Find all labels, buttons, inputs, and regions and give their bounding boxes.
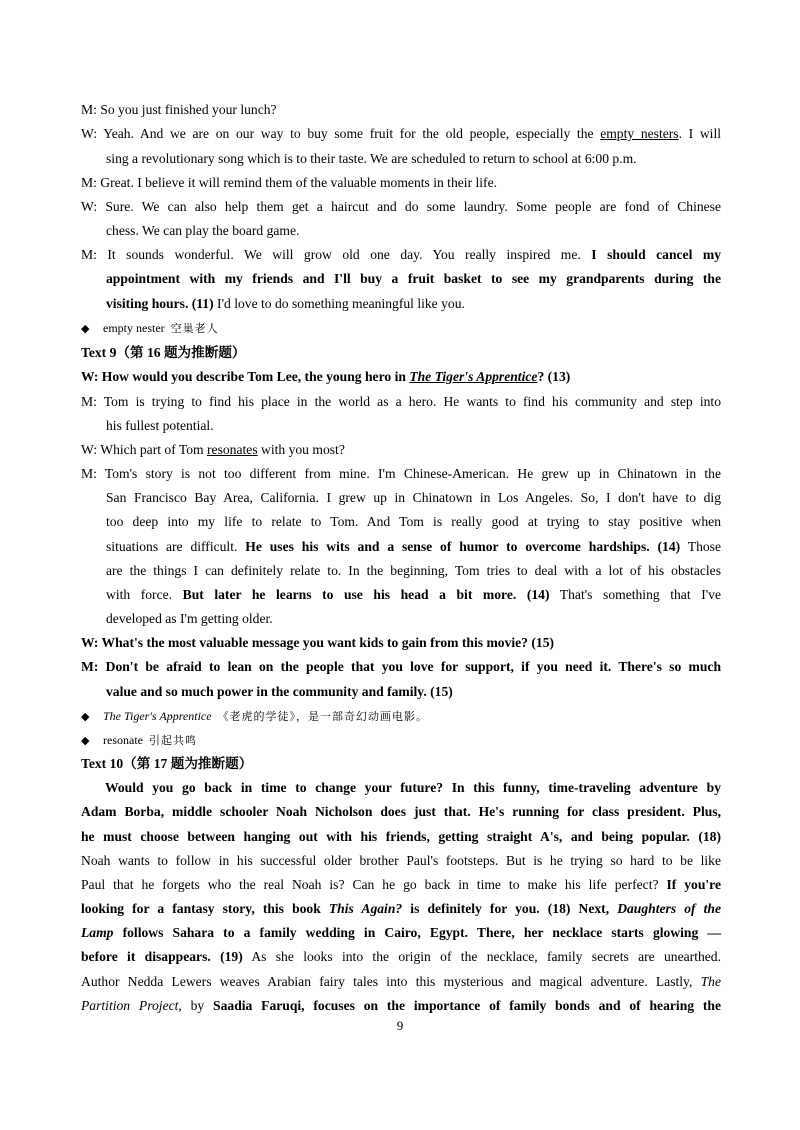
text-run: Author Nedda Lewers weaves Arabian fairy tales into this mysterious and magical adventure. Lastly, bbox=[81, 974, 701, 989]
text-run: M: Tom's story is not too different from mine. I'm Chinese-American. He grew up in Chinatown in the bbox=[81, 466, 721, 481]
paragraph-line bbox=[81, 803, 721, 821]
diamond-bullet-icon: ◆ bbox=[81, 735, 90, 747]
book-title: Lamp bbox=[81, 925, 114, 940]
dialogue-line bbox=[106, 562, 721, 580]
paragraph-line bbox=[81, 876, 721, 894]
paragraph-line bbox=[81, 900, 721, 918]
dialogue-line bbox=[106, 610, 721, 628]
text-run: That's something that I've bbox=[549, 587, 721, 602]
text-run: I'd love to do something meaningful like you. bbox=[213, 296, 465, 311]
text-run: sing a revolutionary song which is to their taste. We are scheduled to return to school at 6:00 p.m. bbox=[106, 151, 637, 166]
note-gloss: 空巢老人 bbox=[170, 322, 219, 335]
text-run: As she looks into the origin of the necklace, family secrets are unearthed. bbox=[242, 949, 721, 964]
bold-run: ? (13) bbox=[537, 369, 571, 384]
text-run: M: Great. I believe it will remind them of the valuable moments in their life. bbox=[81, 175, 498, 190]
bold-run: looking for a fantasy story, this book bbox=[81, 901, 329, 916]
paragraph-line bbox=[81, 852, 721, 870]
text-run: W: Which part of Tom bbox=[81, 442, 208, 457]
dialogue-line bbox=[81, 634, 721, 652]
bold-run: is definitely for you. (18) bbox=[402, 901, 571, 916]
text-run: W: Sure. We can also help them get a haircut and do some laundry. Some people are fond of Chinese bbox=[81, 199, 721, 214]
book-title: This Again? bbox=[328, 901, 403, 916]
bold-run: Saadia Faruqi, focuses on the importance of family bonds and of hearing the bbox=[213, 998, 721, 1013]
text-run: too deep into my life to relate to Tom. And Tom is really good at trying to stay positive when bbox=[106, 514, 721, 529]
note-gloss: 《老虎的学徒》，是一部奇幻动画电影。 bbox=[217, 710, 429, 723]
text-run: with you most? bbox=[257, 442, 345, 457]
text-run: . I will bbox=[678, 126, 721, 141]
bold-run: M: Don't be afraid to lean on the people that you love for support, if you need it. There's so much bbox=[81, 659, 721, 674]
dialogue-line bbox=[81, 465, 721, 483]
movie-title: The Tiger's Apprentice bbox=[409, 369, 538, 384]
underlined-term: empty nesters bbox=[600, 126, 679, 141]
bold-run: follows Sahara to a family wedding in Cairo, Egypt. There, her necklace starts glowing — bbox=[113, 925, 721, 940]
paragraph-line bbox=[81, 924, 721, 942]
page-number: 9 bbox=[396, 1018, 404, 1033]
vocab-note bbox=[81, 732, 197, 749]
dialogue-line bbox=[81, 246, 721, 264]
text-run: Paul that he forgets who the real Noah is? Can he go back in time to make his life perfect? bbox=[81, 877, 659, 892]
dialogue-line bbox=[81, 368, 721, 386]
dialogue-line bbox=[81, 174, 721, 192]
bold-run: W: What's the most valuable message you want kids to gain from this movie? (15) bbox=[81, 635, 555, 650]
text-run: his fullest potential. bbox=[106, 418, 214, 433]
paragraph-line bbox=[81, 948, 721, 966]
dialogue-line bbox=[81, 441, 721, 459]
dialogue-line bbox=[106, 489, 721, 507]
note-term: resonate bbox=[103, 733, 143, 747]
text-run: M: It sounds wonderful. We will grow old one day. You really inspired me. bbox=[81, 247, 592, 262]
dialogue-line bbox=[106, 150, 721, 168]
dialogue-line bbox=[81, 125, 721, 143]
paragraph-line bbox=[81, 997, 721, 1015]
dialogue-line bbox=[106, 538, 721, 556]
text-run: W: Yeah. And we are on our way to buy some fruit for the old people, especially the bbox=[81, 126, 601, 141]
text-run: developed as I'm getting older. bbox=[106, 611, 273, 626]
bold-run: he must choose between hanging out with his friends, getting straight A's, and being popular. (18) bbox=[81, 829, 721, 844]
bold-run: If you're bbox=[658, 877, 721, 892]
paragraph-line bbox=[81, 828, 721, 846]
diamond-bullet-icon: ◆ bbox=[81, 323, 90, 335]
book-title: The bbox=[700, 974, 721, 989]
text-run: Noah wants to follow in his successful older brother Paul's footsteps. But is he trying so hard to be like bbox=[81, 853, 721, 868]
text-run: with force. bbox=[106, 587, 183, 602]
text-run: M: Tom is trying to find his place in the world as a hero. He wants to find his community and step into bbox=[81, 394, 721, 409]
dialogue-line bbox=[81, 393, 721, 411]
dialogue-line bbox=[106, 222, 721, 240]
bold-run: Next, bbox=[570, 901, 618, 916]
text-run: situations are difficult. bbox=[106, 539, 246, 554]
book-title: Daughters of the bbox=[617, 901, 721, 916]
bold-run: appointment with my friends and I'll buy a fruit basket to see my grandparents during the bbox=[106, 271, 721, 286]
heading-text: Text 10（第 17 题为推断题） bbox=[81, 756, 253, 771]
paragraph-line bbox=[81, 973, 721, 991]
dialogue-line bbox=[106, 586, 721, 604]
text-run: M: So you just finished your lunch? bbox=[81, 102, 277, 117]
dialogue-line bbox=[106, 295, 721, 313]
dialogue-line bbox=[81, 658, 721, 676]
bold-run: I should cancel my bbox=[591, 247, 721, 262]
dialogue-line bbox=[81, 101, 721, 119]
dialogue-line bbox=[81, 198, 721, 216]
section-heading bbox=[81, 344, 721, 362]
bold-run: value and so much power in the community and family. (15) bbox=[106, 684, 453, 699]
text-run: San Francisco Bay Area, California. I grew up in Chinatown in Los Angeles. So, I don't have to dig bbox=[106, 490, 721, 505]
paragraph-line bbox=[105, 779, 721, 797]
bold-run: W: How would you describe Tom Lee, the young hero in bbox=[81, 369, 410, 384]
dialogue-line bbox=[106, 270, 721, 288]
note-gloss: 引起共鸣 bbox=[148, 734, 197, 747]
note-term: empty nester bbox=[103, 321, 165, 335]
bold-run: visiting hours. (11) bbox=[106, 296, 214, 311]
bold-run: before it disappears. (19) bbox=[81, 949, 243, 964]
dialogue-line bbox=[106, 417, 721, 435]
book-title: Partition Project bbox=[81, 998, 179, 1013]
bold-run: But later he learns to use his head a bit more. (14) bbox=[182, 587, 550, 602]
bold-run: Would you go back in time to change your future? In this funny, time-traveling adventure by bbox=[105, 780, 721, 795]
vocab-note bbox=[81, 320, 219, 337]
section-heading bbox=[81, 755, 721, 773]
text-run: are the things I can definitely relate to. In the beginning, Tom tries to deal with a lot of his obstacles bbox=[106, 563, 721, 578]
text-run: chess. We can play the board game. bbox=[106, 223, 300, 238]
text-run: , by bbox=[178, 998, 214, 1013]
bold-run: He uses his wits and a sense of humor to overcome hardships. (14) bbox=[245, 539, 681, 554]
dialogue-line bbox=[106, 513, 721, 531]
diamond-bullet-icon: ◆ bbox=[81, 711, 90, 723]
text-run: Those bbox=[680, 539, 721, 554]
bold-run: Adam Borba, middle schooler Noah Nicholson does just that. He's running for class president. Plus, bbox=[81, 804, 721, 819]
dialogue-line bbox=[106, 683, 721, 701]
underlined-term: resonates bbox=[207, 442, 258, 457]
vocab-note bbox=[81, 708, 428, 725]
note-term: The Tiger's Apprentice bbox=[103, 709, 212, 723]
heading-text: Text 9（第 16 题为推断题） bbox=[81, 345, 246, 360]
